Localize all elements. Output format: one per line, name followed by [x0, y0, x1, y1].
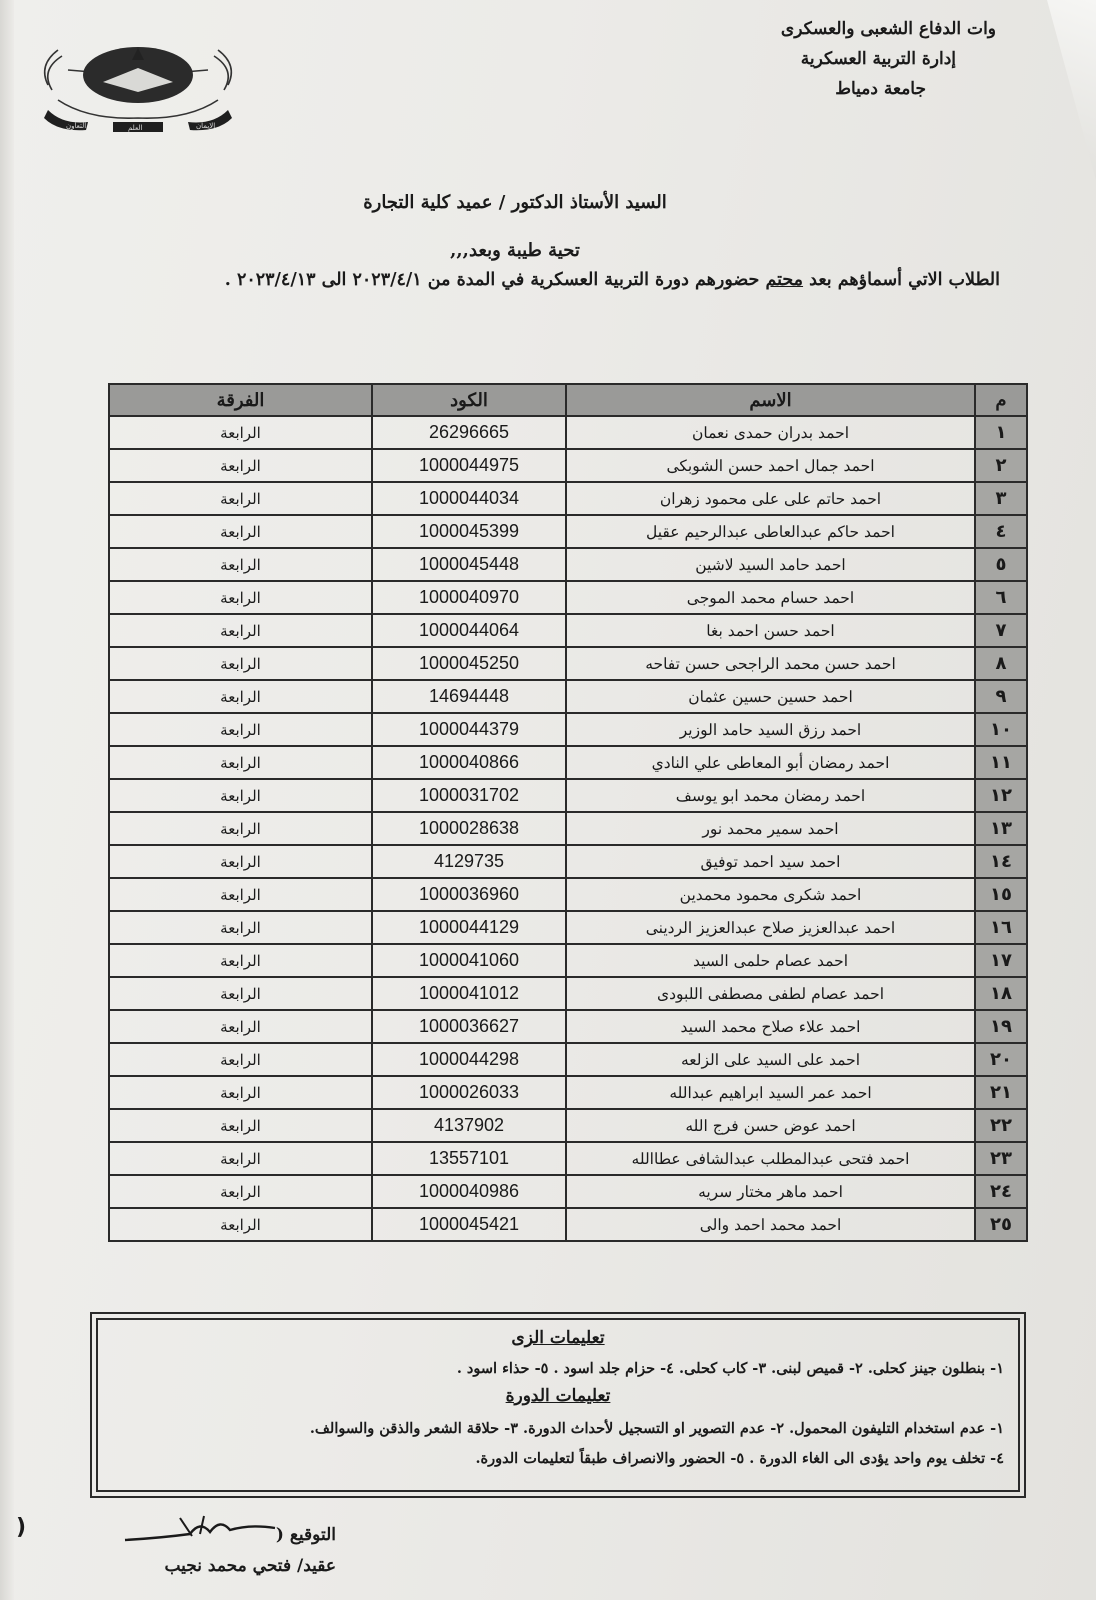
cell-year: الرابعة: [109, 911, 372, 944]
letterhead-line-2: إدارة التربية العسكرية: [800, 49, 956, 69]
cell-num: ١١: [975, 746, 1027, 779]
cell-name: احمد ماهر مختار سريه: [566, 1175, 975, 1208]
cell-name: احمد رمضان أبو المعاطى علي النادي: [566, 746, 975, 779]
cell-year: الرابعة: [109, 614, 372, 647]
cell-year: الرابعة: [109, 878, 372, 911]
cell-num: ٩: [975, 680, 1027, 713]
cell-year: الرابعة: [109, 944, 372, 977]
cell-name: احمد حسين حسين عثمان: [566, 680, 975, 713]
cell-year: الرابعة: [109, 1043, 372, 1076]
cell-code: 1000044975: [372, 449, 566, 482]
logo-ribbon-right: الإيمان: [196, 122, 216, 130]
cell-code: 1000040866: [372, 746, 566, 779]
cell-year: الرابعة: [109, 449, 372, 482]
cell-code: 1000044298: [372, 1043, 566, 1076]
cell-year: الرابعة: [109, 416, 372, 449]
cell-code: 1000036960: [372, 878, 566, 911]
cell-code: 1000044129: [372, 911, 566, 944]
cell-num: ١٥: [975, 878, 1027, 911]
table-row: [109, 1208, 1027, 1241]
cell-name: احمد حسام محمد الموجى: [566, 581, 975, 614]
table-row: [109, 812, 1027, 845]
cell-code: 13557101: [372, 1142, 566, 1175]
cell-code: 26296665: [372, 416, 566, 449]
cell-year: الرابعة: [109, 1076, 372, 1109]
table-row: [109, 515, 1027, 548]
course-line-2: ٤- تخلف يوم واحد يؤدى الى الغاء الدورة . ٥- الحضور والانصراف طبقاً لتعليمات الدورة.: [475, 1450, 1004, 1467]
cell-num: ٢٠: [975, 1043, 1027, 1076]
cell-year: الرابعة: [109, 779, 372, 812]
cell-code: 14694448: [372, 680, 566, 713]
cell-year: الرابعة: [109, 581, 372, 614]
signer-name: عقيد/ فتحي محمد نجيب: [164, 1556, 336, 1576]
cell-code: 1000040970: [372, 581, 566, 614]
cell-num: ٢١: [975, 1076, 1027, 1109]
table-row: [109, 680, 1027, 713]
cell-num: ١٣: [975, 812, 1027, 845]
cell-code: 1000036627: [372, 1010, 566, 1043]
cell-year: الرابعة: [109, 647, 372, 680]
cell-name: احمد حامد السيد لاشين: [566, 548, 975, 581]
table-body: [109, 416, 1027, 1241]
header-name: الاسم: [566, 384, 975, 416]
intro-text-after: حضورهم دورة التربية العسكرية في المدة من ٢٠٢٣/٤/١ الى ٢٠٢٣/٤/١٣ .: [224, 270, 766, 290]
cell-code: 1000045399: [372, 515, 566, 548]
cell-code: 1000026033: [372, 1076, 566, 1109]
course-title: تعليمات الدورة: [505, 1386, 611, 1406]
cell-num: ١٧: [975, 944, 1027, 977]
cell-num: ٦: [975, 581, 1027, 614]
cell-name: احمد حسن احمد بغا: [566, 614, 975, 647]
table-row: [109, 845, 1027, 878]
table-row: [109, 548, 1027, 581]
uniform-title: تعليمات الزى: [511, 1328, 605, 1348]
cell-num: ١٦: [975, 911, 1027, 944]
cell-code: 1000044034: [372, 482, 566, 515]
intro-paragraph: [90, 270, 1000, 290]
emblem-logo-icon: [28, 30, 248, 140]
students-table: [108, 383, 1028, 1242]
instructions-inner: [96, 1318, 1020, 1492]
cell-num: ٥: [975, 548, 1027, 581]
cell-year: الرابعة: [109, 1142, 372, 1175]
cell-num: ١٤: [975, 845, 1027, 878]
table-row: [109, 746, 1027, 779]
cell-name: احمد جمال احمد حسن الشوبكى: [566, 449, 975, 482]
course-line-1: ١- عدم استخدام التليفون المحمول. ٢- عدم التصوير او التسجيل لأحداث الدورة. ٣- حلاقة الشعر والذقن والسوالف.: [309, 1420, 1004, 1437]
table-row: [109, 482, 1027, 515]
logo-ribbon-mid: العلم: [128, 124, 143, 132]
table-row: [109, 878, 1027, 911]
cell-num: ٢٤: [975, 1175, 1027, 1208]
table-row: [109, 1109, 1027, 1142]
cell-num: ٢: [975, 449, 1027, 482]
table-row: [109, 1043, 1027, 1076]
cell-name: احمد رزق السيد حامد الوزير: [566, 713, 975, 746]
cell-name: احمد سمير محمد نور: [566, 812, 975, 845]
cell-num: ٢٣: [975, 1142, 1027, 1175]
cell-code: 1000041012: [372, 977, 566, 1010]
cell-num: ١٠: [975, 713, 1027, 746]
table-row: [109, 944, 1027, 977]
table-row: [109, 1010, 1027, 1043]
instructions-box: [90, 1312, 1026, 1498]
cell-code: 4129735: [372, 845, 566, 878]
cell-num: ٣: [975, 482, 1027, 515]
addressee: السيد الأستاذ الدكتور / عميد كلية التجارة: [363, 192, 667, 213]
cell-name: احمد علاء صلاح محمد السيد: [566, 1010, 975, 1043]
cell-code: 1000044064: [372, 614, 566, 647]
table-header-row: [109, 384, 1027, 416]
cell-num: ٤: [975, 515, 1027, 548]
cell-year: الرابعة: [109, 812, 372, 845]
cell-name: احمد بدران حمدى نعمان: [566, 416, 975, 449]
cell-name: احمد محمد احمد والى: [566, 1208, 975, 1241]
cell-code: 1000045250: [372, 647, 566, 680]
intro-text-underlined: محتم: [765, 270, 804, 290]
logo-ribbon-left: التعاون: [66, 122, 87, 130]
table-row: [109, 1076, 1027, 1109]
cell-code: 1000045448: [372, 548, 566, 581]
letterhead-line-1: وات الدفاع الشعبى والعسكرى: [780, 19, 996, 39]
cell-code: 1000041060: [372, 944, 566, 977]
signature-label: التوقيع (: [275, 1525, 336, 1545]
table-row: [109, 614, 1027, 647]
cell-num: ١: [975, 416, 1027, 449]
cell-code: 1000028638: [372, 812, 566, 845]
cell-name: احمد حاتم على على محمود زهران: [566, 482, 975, 515]
letterhead-line-3: جامعة دمياط: [835, 79, 926, 99]
table-row: [109, 647, 1027, 680]
cell-year: الرابعة: [109, 746, 372, 779]
page-fold: [1026, 0, 1096, 180]
table-row: [109, 581, 1027, 614]
header-year: الفرقة: [109, 384, 372, 416]
header-code: الكود: [372, 384, 566, 416]
cell-code: 4137902: [372, 1109, 566, 1142]
table-row: [109, 449, 1027, 482]
table-row: [109, 1175, 1027, 1208]
cell-name: احمد عوض حسن فرج الله: [566, 1109, 975, 1142]
cell-name: احمد فتحى عبدالمطلب عبدالشافى عطاالله: [566, 1142, 975, 1175]
cell-year: الرابعة: [109, 713, 372, 746]
cell-num: ١٨: [975, 977, 1027, 1010]
cell-num: ٨: [975, 647, 1027, 680]
cell-year: الرابعة: [109, 1109, 372, 1142]
greeting: تحية طيبة وبعد,,,: [450, 240, 580, 261]
cell-year: الرابعة: [109, 977, 372, 1010]
table-row: [109, 977, 1027, 1010]
cell-year: الرابعة: [109, 482, 372, 515]
cell-code: 1000045421: [372, 1208, 566, 1241]
cell-name: احمد شكرى محمود محمدين: [566, 878, 975, 911]
cell-name: احمد حاكم عبدالعاطى عبدالرحيم عقيل: [566, 515, 975, 548]
uniform-line: ١- بنطلون جينز كحلى. ٢- قميص لبنى. ٣- كاب كحلى. ٤- حزام جلد اسود . ٥- حذاء اسود .: [456, 1360, 1004, 1377]
cell-year: الرابعة: [109, 1208, 372, 1241]
cell-year: الرابعة: [109, 845, 372, 878]
page-edge-shadow: [0, 0, 14, 1600]
cell-year: الرابعة: [109, 515, 372, 548]
cell-year: الرابعة: [109, 548, 372, 581]
table-row: [109, 911, 1027, 944]
intro-text-before: الطلاب الاتي أسماؤهم بعد: [803, 270, 1000, 290]
cell-num: ٢٢: [975, 1109, 1027, 1142]
cell-code: 1000031702: [372, 779, 566, 812]
cell-num: ١٢: [975, 779, 1027, 812]
cell-name: احمد عبدالعزيز صلاح عبدالعزيز الردينى: [566, 911, 975, 944]
handwritten-signature: [120, 1510, 280, 1550]
cell-year: الرابعة: [109, 1010, 372, 1043]
cell-name: احمد سيد احمد توفيق: [566, 845, 975, 878]
signature-paren-close: ): [16, 1515, 27, 1540]
table-row: [109, 713, 1027, 746]
cell-num: ٢٥: [975, 1208, 1027, 1241]
table-row: [109, 416, 1027, 449]
letterhead: [636, 14, 996, 104]
cell-year: الرابعة: [109, 1175, 372, 1208]
header-num: م: [975, 384, 1027, 416]
table-row: [109, 779, 1027, 812]
cell-name: احمد رمضان محمد ابو يوسف: [566, 779, 975, 812]
cell-code: 1000040986: [372, 1175, 566, 1208]
cell-name: احمد على السيد على الزلعه: [566, 1043, 975, 1076]
cell-name: احمد عصام لطفى مصطفى اللبودى: [566, 977, 975, 1010]
table-row: [109, 1142, 1027, 1175]
cell-code: 1000044379: [372, 713, 566, 746]
cell-name: احمد عصام حلمى السيد: [566, 944, 975, 977]
cell-year: الرابعة: [109, 680, 372, 713]
cell-name: احمد عمر السيد ابراهيم عبدالله: [566, 1076, 975, 1109]
cell-num: ٧: [975, 614, 1027, 647]
cell-num: ١٩: [975, 1010, 1027, 1043]
cell-name: احمد حسن محمد الراجحى حسن تفاحه: [566, 647, 975, 680]
